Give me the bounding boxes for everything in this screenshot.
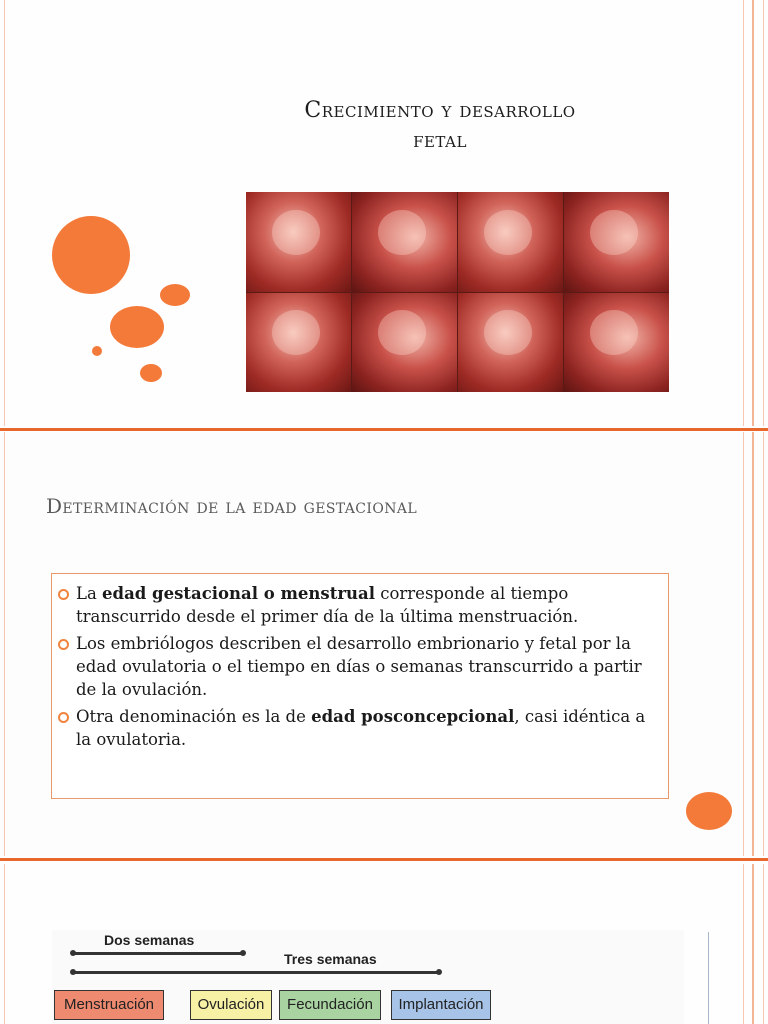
decorative-line xyxy=(743,0,744,426)
two-weeks-line xyxy=(73,952,243,955)
two-weeks-label: Dos semanas xyxy=(104,932,195,948)
fetus-image-cell xyxy=(458,192,563,292)
timeline-endpoint xyxy=(70,950,76,956)
content-box xyxy=(51,573,669,799)
bullet-item: La edad gestacional o menstrual corresponde al tiempo transcurrido desde el primer día de la última menstruación. xyxy=(76,582,658,628)
decorative-line xyxy=(4,864,5,1024)
fetus-image-cell xyxy=(564,293,669,393)
phase-implantacion: Implantación xyxy=(391,990,491,1020)
decorative-line xyxy=(763,432,764,856)
decorative-circle xyxy=(140,364,162,382)
slide-timeline xyxy=(0,864,768,1024)
decorative-line xyxy=(763,864,764,1024)
bullet-circle-icon xyxy=(58,639,69,650)
decorative-line xyxy=(708,932,709,1024)
decorative-line xyxy=(752,0,754,426)
bullet-circle-icon xyxy=(58,712,69,723)
bullet-item: Otra denominación es la de edad posconcepcional, casi idéntica a la ovulatoria. xyxy=(76,705,658,751)
timeline-endpoint xyxy=(70,969,76,975)
phase-ovulacion: Ovulación xyxy=(190,990,272,1020)
decorative-line xyxy=(4,432,5,856)
fetus-image-cell xyxy=(458,293,563,393)
slide-gestational-age xyxy=(0,432,768,856)
slide-heading: Determinación de la edad gestacional xyxy=(46,494,418,518)
decorative-circle xyxy=(686,792,732,830)
timeline-endpoint xyxy=(240,950,246,956)
title-line-1: Crecimiento y desarrollo xyxy=(304,98,576,123)
decorative-circle xyxy=(110,306,164,348)
three-weeks-line xyxy=(73,971,439,974)
slide-separator xyxy=(0,428,768,431)
fetus-image-cell xyxy=(246,192,351,292)
decorative-line xyxy=(752,432,754,856)
title-line-2: fetal xyxy=(413,128,467,153)
decorative-line xyxy=(763,0,764,426)
bullet-item: Los embriólogos describen el desarrollo embrionario y fetal por la edad ovulatoria o el tiempo en días o semanas transcurrido a partir de la ovulación. xyxy=(76,632,658,701)
decorative-line xyxy=(752,864,754,1024)
decorative-line xyxy=(4,0,5,426)
phase-menstruacion: Menstruación xyxy=(54,990,164,1020)
decorative-line xyxy=(743,864,744,1024)
decorative-circle xyxy=(160,284,190,306)
bullet-circle-icon xyxy=(58,589,69,600)
three-weeks-label: Tres semanas xyxy=(284,951,377,967)
slide-title xyxy=(0,0,768,426)
phase-fecundacion: Fecundación xyxy=(279,990,381,1020)
slide-title-text xyxy=(190,96,690,156)
fetal-development-image xyxy=(246,192,669,392)
decorative-circle xyxy=(52,216,130,294)
fetus-image-cell xyxy=(352,192,457,292)
fetus-image-cell xyxy=(246,293,351,393)
slide-separator xyxy=(0,858,768,861)
fetus-image-cell xyxy=(352,293,457,393)
fetus-image-cell xyxy=(564,192,669,292)
decorative-line xyxy=(743,432,744,856)
timeline-endpoint xyxy=(436,969,442,975)
decorative-circle xyxy=(92,346,102,356)
